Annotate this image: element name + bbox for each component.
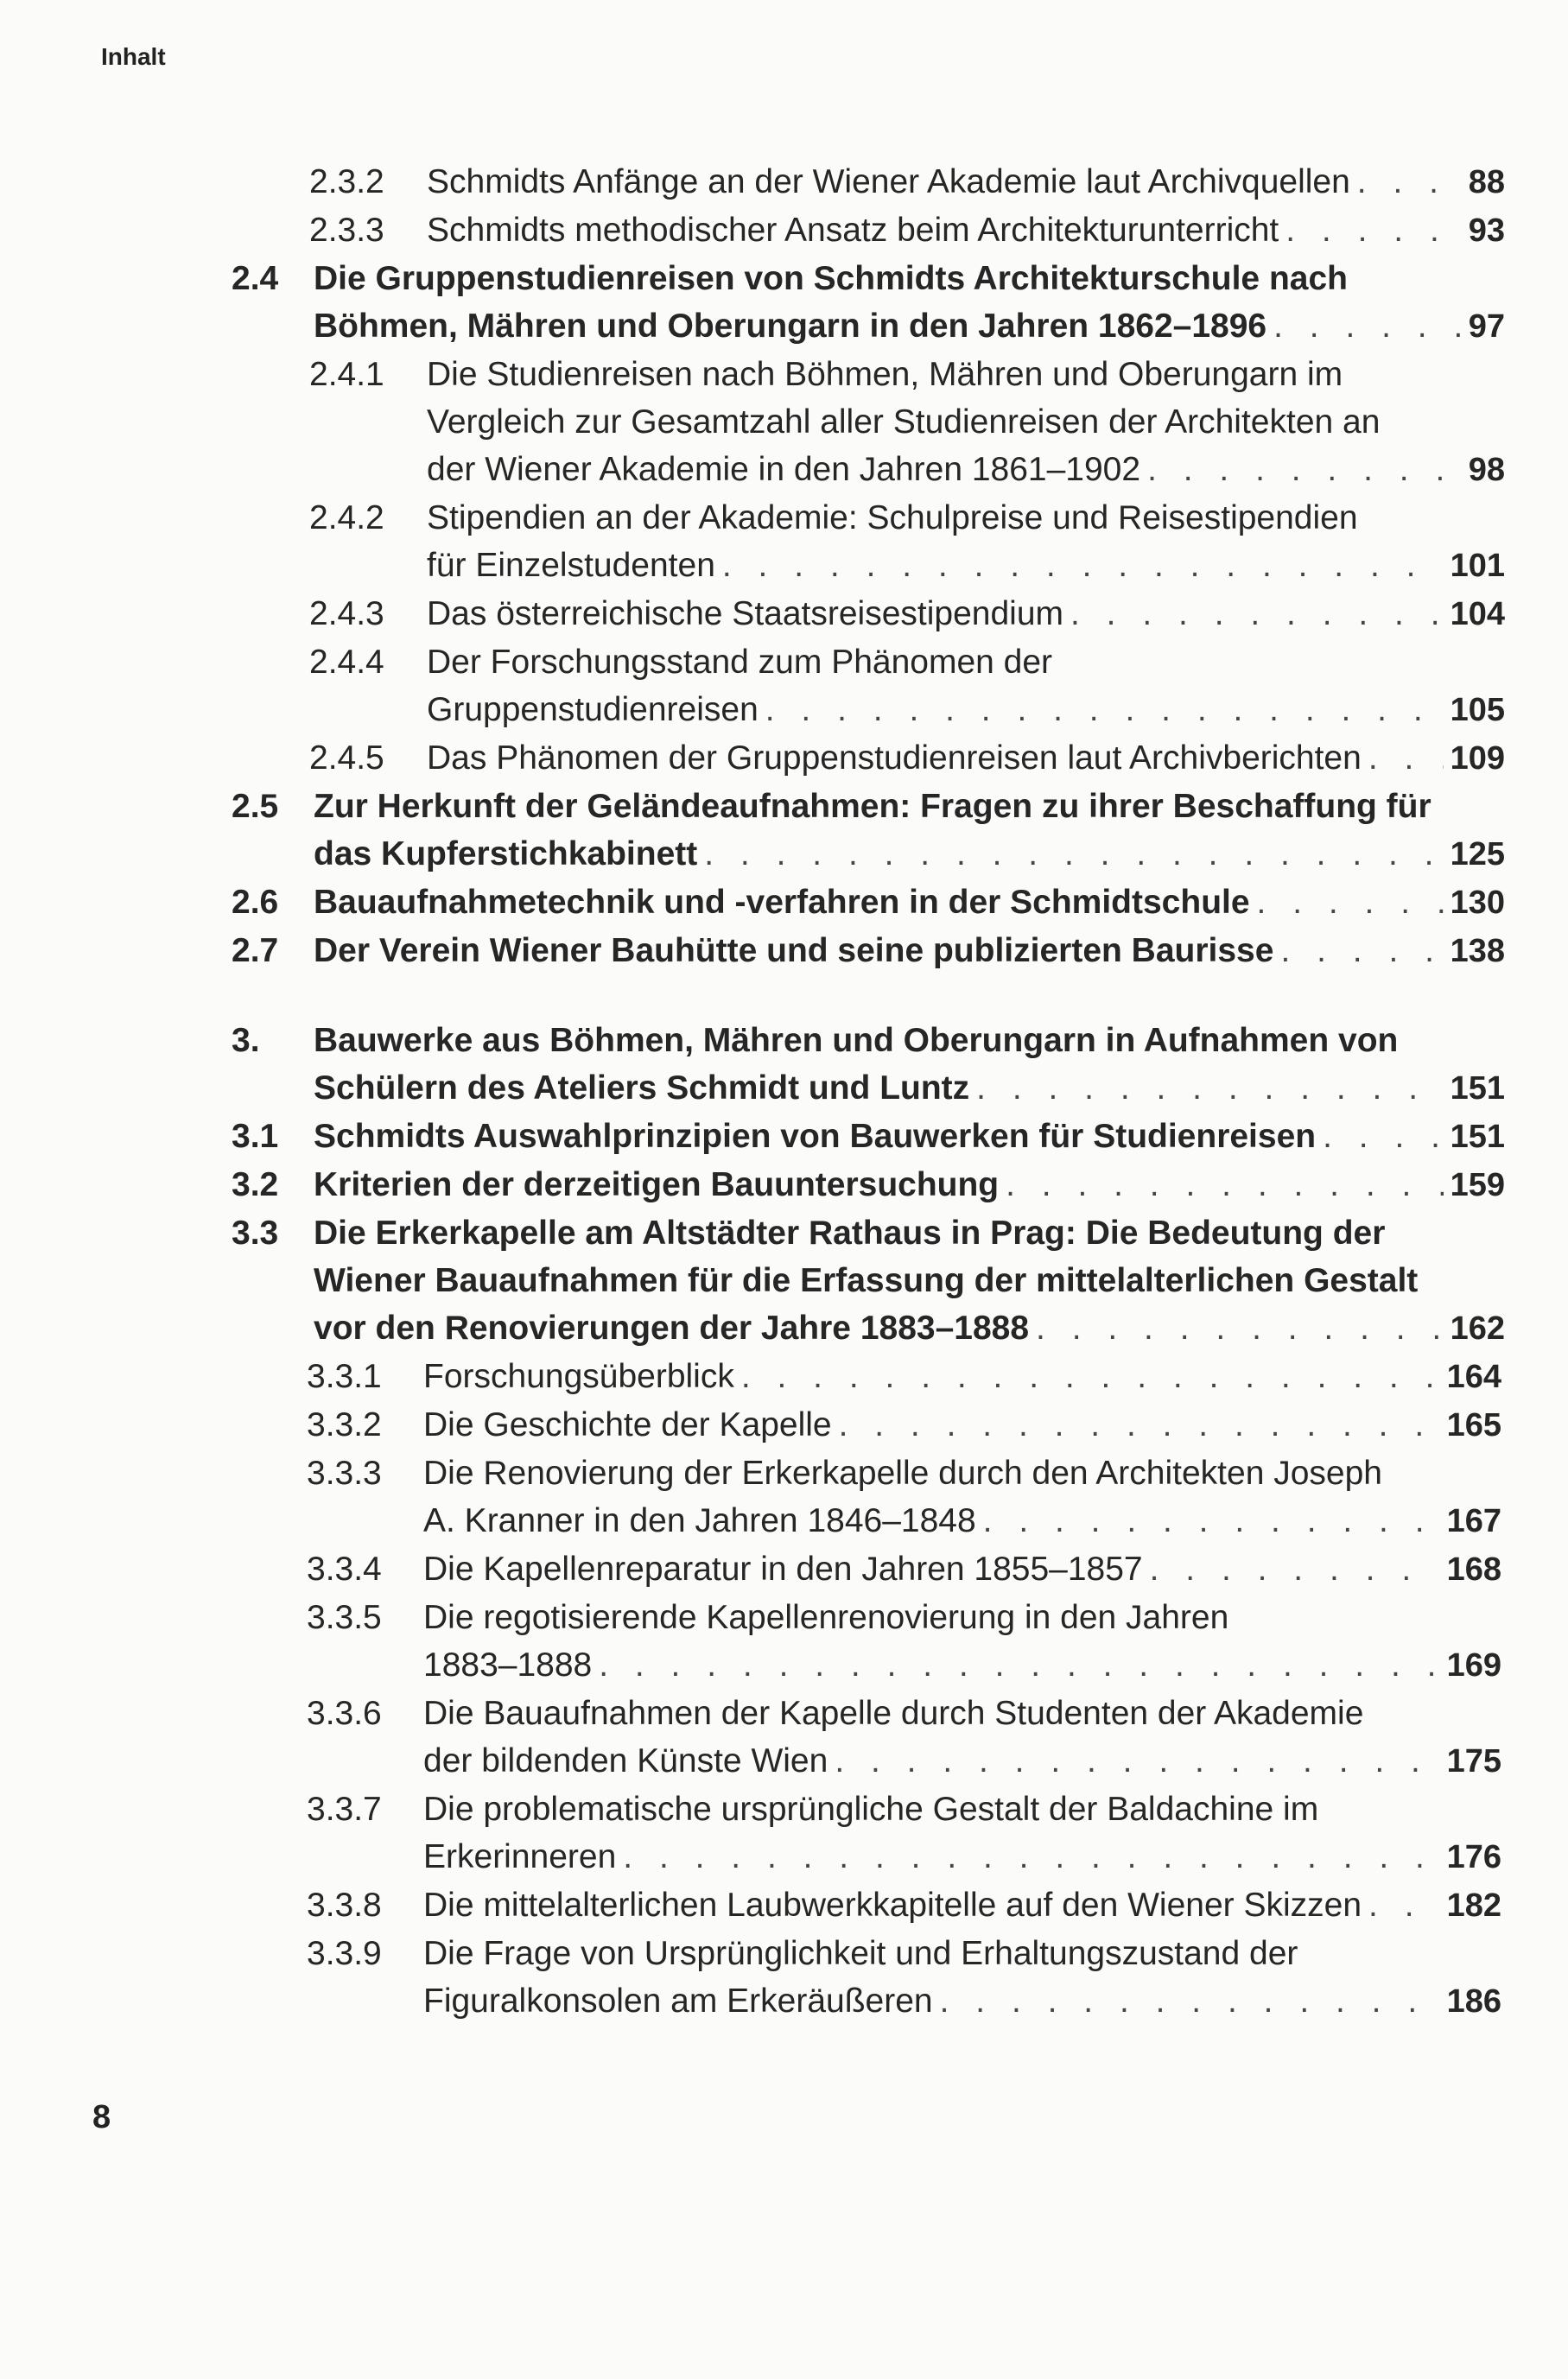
toc-entry-page: 151 — [1450, 1070, 1505, 1107]
toc-entry-title-text: Das Phänomen der Gruppenstudienreisen laut Archivberichten — [427, 739, 1362, 777]
dot-leader — [1150, 1545, 1440, 1593]
toc-entry-title-text: Erkerinneren — [423, 1838, 617, 1875]
toc-entry-title-line: Stipendien an der Akademie: Schulpreise und Reisestipendien — [427, 499, 1358, 536]
dot-leader — [1368, 1881, 1440, 1929]
toc-entry-page: 175 — [1446, 1743, 1501, 1779]
toc-entry-title-text: Kriterien der derzeitigen Bauuntersuchung — [314, 1166, 1000, 1203]
toc-entry-number: 3.3.8 — [307, 1887, 382, 1924]
toc-entry-title — [423, 1353, 1568, 1401]
toc-entry-title-line: Die regotisierende Kapellenrenovierung in den Jahren — [423, 1599, 1229, 1636]
toc-entry-number: 2.4.5 — [309, 739, 384, 777]
toc-entry-page: 168 — [1446, 1551, 1501, 1588]
dot-leader — [722, 542, 1444, 589]
toc-entry-last-line — [314, 830, 1505, 879]
toc-entry-title — [427, 734, 1568, 783]
toc-entry-number: 3.1 — [232, 1118, 279, 1155]
toc-entry-page: 101 — [1450, 548, 1505, 584]
toc-entry-title-line: Wiener Bauaufnahmen für die Erfassung der mittelalterlichen Gestalt — [314, 1262, 1419, 1299]
toc-entry-last-line — [314, 302, 1505, 351]
toc-entry-page: 125 — [1450, 836, 1505, 872]
dot-leader — [1280, 927, 1443, 974]
dot-leader — [1286, 206, 1461, 254]
toc-entry-title — [314, 783, 1568, 879]
toc-entry-title-text: Forschungsüberblick — [423, 1358, 734, 1395]
dot-leader — [623, 1833, 1439, 1881]
toc-entry-number: 2.7 — [232, 932, 279, 969]
toc-entry-title-line: Die Frage von Ursprünglichkeit und Erhaltungszustand der — [423, 1935, 1298, 1972]
toc-entry-title — [423, 1450, 1568, 1545]
toc-entry-title-line: Vergleich zur Gesamtzahl aller Studienreisen der Architekten an — [427, 403, 1381, 441]
toc-entry-page: 98 — [1468, 452, 1505, 488]
toc-entry-title-text: Die Kapellenreparatur in den Jahren 1855–1857 — [423, 1551, 1143, 1588]
toc-entry-title — [314, 1017, 1568, 1113]
toc-entry-title — [314, 1209, 1568, 1353]
dot-leader — [835, 1737, 1439, 1785]
toc-entry[interactable] — [0, 1017, 1568, 1113]
toc-entry-title — [427, 158, 1568, 206]
dot-leader — [1323, 1113, 1443, 1160]
dot-leader — [599, 1641, 1439, 1689]
toc-entry-last-line — [423, 1401, 1501, 1450]
dot-leader — [839, 1401, 1440, 1449]
toc-entry-last-line — [423, 1881, 1501, 1930]
toc-entry-title-text: Schülern des Ateliers Schmidt und Luntz — [314, 1069, 970, 1107]
toc-entry-last-line — [314, 927, 1505, 975]
toc-entry[interactable] — [0, 1450, 1568, 1545]
toc-entry-title-text: für Einzelstudenten — [427, 547, 715, 584]
toc-entry-page: 97 — [1468, 308, 1505, 345]
dot-leader — [704, 830, 1443, 878]
toc-entry-page: 151 — [1450, 1119, 1505, 1155]
dot-leader — [1006, 1161, 1443, 1209]
toc-entry-title — [314, 255, 1568, 351]
toc-entry-title-text: Die mittelalterlichen Laubwerkkapitelle auf den Wiener Skizzen — [423, 1887, 1362, 1924]
toc-entry-title-line: Die problematische ursprüngliche Gestalt der Baldachine im — [423, 1791, 1319, 1828]
dot-leader — [1036, 1304, 1444, 1352]
toc-entry[interactable] — [0, 783, 1568, 879]
toc-entry-title-text: Schmidts methodischer Ansatz beim Architekturunterricht — [427, 212, 1279, 249]
toc-entry-last-line — [423, 1977, 1501, 2026]
toc-entry-page: 169 — [1446, 1647, 1501, 1684]
toc-entry-title — [423, 1545, 1568, 1594]
toc-entry[interactable] — [0, 927, 1568, 975]
toc-entry[interactable] — [0, 1401, 1568, 1450]
toc-entry[interactable] — [0, 206, 1568, 255]
toc-entry[interactable] — [0, 1209, 1568, 1353]
toc-entry-last-line — [423, 1353, 1501, 1401]
toc-entry-number: 2.4.3 — [309, 595, 384, 632]
toc-entry-title-line: Die Gruppenstudienreisen von Schmidts Architekturschule nach — [314, 260, 1348, 297]
toc-entry-number: 3.3.4 — [307, 1551, 382, 1588]
toc-entry-title-line: Die Studienreisen nach Böhmen, Mähren und Oberungarn im — [427, 356, 1343, 393]
toc-entry-last-line — [423, 1833, 1501, 1881]
toc-entry-title — [423, 1786, 1568, 1881]
toc-entry-page: 162 — [1450, 1310, 1505, 1347]
toc-entry-last-line — [423, 1497, 1501, 1545]
toc-entry-page: 165 — [1446, 1407, 1501, 1443]
toc-entry-page: 159 — [1450, 1167, 1505, 1203]
toc-entry-title-text: Der Verein Wiener Bauhütte und seine publizierten Baurisse — [314, 932, 1274, 969]
toc-entry[interactable] — [0, 255, 1568, 351]
toc-entry-title-line: Die Bauaufnahmen der Kapelle durch Studenten der Akademie — [423, 1695, 1364, 1732]
toc-entry-page: 138 — [1450, 933, 1505, 969]
toc-entry-title — [427, 638, 1568, 734]
toc-entry-number: 2.4.4 — [309, 644, 384, 681]
running-head: Inhalt — [101, 43, 166, 70]
toc-entry-page: 164 — [1446, 1359, 1501, 1395]
toc-entry-title — [427, 494, 1568, 590]
toc-entry[interactable] — [0, 590, 1568, 638]
table-of-contents — [0, 158, 1568, 2026]
toc-entry-title-line: Bauwerke aus Böhmen, Mähren und Oberungarn in Aufnahmen von — [314, 1022, 1399, 1059]
toc-entry-page: 167 — [1446, 1503, 1501, 1539]
toc-entry-last-line — [427, 734, 1505, 783]
toc-entry-last-line — [314, 879, 1505, 927]
toc-entry[interactable] — [0, 879, 1568, 927]
toc-entry-title-text: Schmidts Auswahlprinzipien von Bauwerken für Studienreisen — [314, 1118, 1317, 1155]
toc-entry-last-line — [427, 206, 1505, 255]
toc-entry-title-text: A. Kranner in den Jahren 1846–1848 — [423, 1502, 976, 1539]
toc-entry-title — [423, 1881, 1568, 1930]
toc-entry-number: 3.3.7 — [307, 1791, 382, 1828]
toc-entry-title-text: Böhmen, Mähren und Oberungarn in den Jahren 1862–1896 — [314, 308, 1267, 345]
toc-entry-last-line — [423, 1641, 1501, 1690]
toc-entry[interactable] — [0, 1545, 1568, 1594]
toc-entry-last-line — [314, 1161, 1505, 1209]
toc-entry-page: 176 — [1446, 1839, 1501, 1875]
dot-leader — [1368, 734, 1444, 782]
toc-entry-title-text: Bauaufnahmetechnik und -verfahren in der Schmidtschule — [314, 884, 1250, 921]
toc-entry-title-text: der Wiener Akademie in den Jahren 1861–1902 — [427, 451, 1141, 488]
toc-entry-title — [423, 1401, 1568, 1450]
toc-entry-title — [423, 1594, 1568, 1690]
toc-entry-last-line — [427, 590, 1505, 638]
toc-entry-page: 93 — [1468, 213, 1505, 249]
toc-entry[interactable] — [0, 1930, 1568, 2026]
toc-entry-last-line — [427, 158, 1505, 206]
toc-entry-last-line — [427, 686, 1505, 734]
toc-entry-number: 2.6 — [232, 884, 279, 921]
dot-leader — [741, 1353, 1440, 1400]
toc-entry-page: 88 — [1468, 164, 1505, 200]
toc-entry[interactable] — [0, 351, 1568, 494]
toc-entry-last-line — [314, 1113, 1505, 1161]
toc-entry-number: 3. — [232, 1022, 260, 1059]
toc-entry-number: 2.3.2 — [309, 163, 384, 200]
toc-entry-page: 182 — [1446, 1887, 1501, 1924]
toc-entry-last-line — [427, 446, 1505, 494]
toc-entry[interactable] — [0, 734, 1568, 783]
toc-entry-page: 105 — [1450, 692, 1505, 728]
dot-leader — [983, 1497, 1440, 1545]
toc-entry-title-text: das Kupferstichkabinett — [314, 835, 698, 872]
dot-leader — [976, 1064, 1443, 1112]
toc-entry-title-text: 1883–1888 — [423, 1646, 593, 1684]
toc-entry[interactable] — [0, 638, 1568, 734]
toc-entry-last-line — [314, 1304, 1505, 1353]
toc-entry-number: 3.3.6 — [307, 1695, 382, 1732]
toc-entry-last-line — [423, 1545, 1501, 1594]
toc-entry-title — [423, 1690, 1568, 1786]
toc-entry[interactable] — [0, 1353, 1568, 1401]
toc-entry-title-text: Gruppenstudienreisen — [427, 691, 759, 728]
dot-leader — [1273, 302, 1462, 350]
toc-entry-number: 2.3.3 — [309, 212, 384, 249]
toc-entry[interactable] — [0, 1786, 1568, 1881]
toc-entry-title-text: der bildenden Künste Wien — [423, 1742, 828, 1779]
dot-leader — [1070, 590, 1444, 638]
toc-entry[interactable] — [0, 158, 1568, 206]
toc-entry-title-text: Schmidts Anfänge an der Wiener Akademie laut Archivquellen — [427, 163, 1350, 200]
toc-entry-number: 3.3.3 — [307, 1455, 382, 1492]
toc-entry-page: 109 — [1450, 740, 1505, 777]
toc-entry-title-line: Zur Herkunft der Geländeaufnahmen: Fragen zu ihrer Beschaffung für — [314, 788, 1432, 825]
toc-entry-title-line: Der Forschungsstand zum Phänomen der — [427, 644, 1053, 681]
toc-entry-page: 104 — [1450, 596, 1505, 632]
toc-entry-title — [423, 1930, 1568, 2026]
toc-entry-title-text: Das österreichische Staatsreisestipendium — [427, 595, 1064, 632]
toc-entry-page: 186 — [1446, 1983, 1501, 2020]
toc-entry-number: 3.3.9 — [307, 1935, 382, 1972]
toc-entry-page: 130 — [1450, 885, 1505, 921]
toc-entry-number: 3.3.5 — [307, 1599, 382, 1636]
toc-entry-title-line: Die Renovierung der Erkerkapelle durch den Architekten Joseph — [423, 1455, 1382, 1492]
dot-leader — [765, 686, 1444, 733]
toc-entry-last-line — [423, 1737, 1501, 1786]
toc-entry[interactable] — [0, 1594, 1568, 1690]
toc-entry[interactable] — [0, 494, 1568, 590]
toc-entry-number: 3.3.1 — [307, 1358, 382, 1395]
toc-entry-number: 2.4.2 — [309, 499, 384, 536]
toc-entry-title-text: Die Geschichte der Kapelle — [423, 1406, 832, 1443]
toc-entry-title-line: Die Erkerkapelle am Altstädter Rathaus in Prag: Die Bedeutung der — [314, 1215, 1386, 1252]
toc-entry-number: 2.4 — [232, 260, 279, 297]
toc-entry-number: 3.2 — [232, 1166, 279, 1203]
page-number: 8 — [92, 2099, 111, 2135]
toc-entry-title — [314, 1113, 1568, 1161]
toc-entry-title — [427, 206, 1568, 255]
toc-entry-number: 2.4.1 — [309, 356, 384, 393]
toc-entry-title — [314, 879, 1568, 927]
toc-entry-last-line — [314, 1064, 1505, 1113]
toc-entry-title — [314, 1161, 1568, 1209]
dot-leader — [1257, 879, 1444, 926]
toc-entry-title-text: vor den Renovierungen der Jahre 1883–1888 — [314, 1310, 1030, 1347]
toc-entry-title — [427, 351, 1568, 494]
dot-leader — [940, 1977, 1440, 2025]
toc-entry-number: 2.5 — [232, 788, 279, 825]
toc-entry[interactable] — [0, 1113, 1568, 1161]
toc-entry-number: 3.3.2 — [307, 1406, 382, 1443]
dot-leader — [1147, 446, 1462, 493]
toc-entry[interactable] — [0, 1881, 1568, 1930]
toc-entry-last-line — [427, 542, 1505, 590]
toc-entry-title-text: Figuralkonsolen am Erkeräußeren — [423, 1982, 933, 2020]
toc-entry-title — [314, 927, 1568, 975]
dot-leader — [1357, 158, 1462, 206]
toc-entry-number: 3.3 — [232, 1215, 279, 1252]
section-gap — [0, 975, 1568, 1017]
toc-entry[interactable] — [0, 1161, 1568, 1209]
toc-entry-title — [427, 590, 1568, 638]
toc-entry[interactable] — [0, 1690, 1568, 1786]
